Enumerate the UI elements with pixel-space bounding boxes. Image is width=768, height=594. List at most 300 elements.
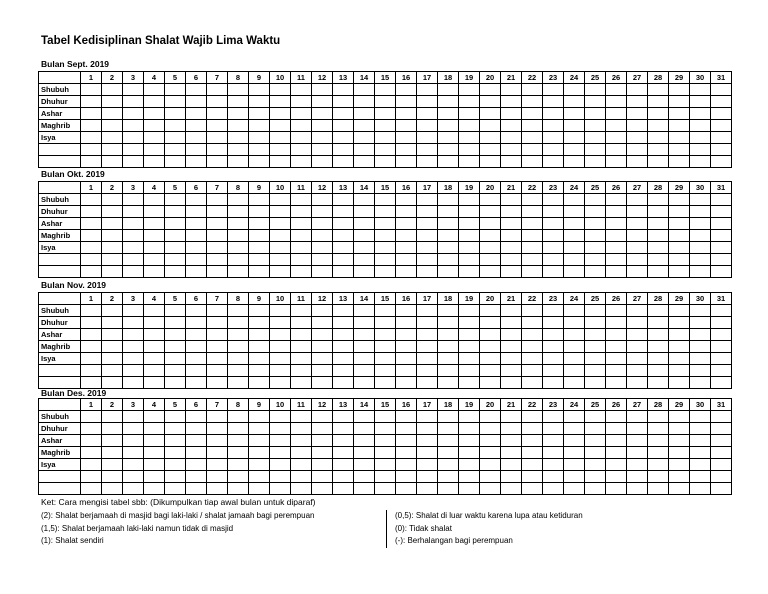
entry-cell[interactable] [459, 108, 480, 120]
entry-cell[interactable] [606, 447, 627, 459]
entry-cell[interactable] [627, 132, 648, 144]
entry-cell[interactable] [312, 132, 333, 144]
entry-cell[interactable] [375, 329, 396, 341]
entry-cell[interactable] [606, 329, 627, 341]
entry-cell[interactable] [207, 242, 228, 254]
entry-cell[interactable] [144, 447, 165, 459]
entry-cell[interactable] [501, 329, 522, 341]
entry-cell[interactable] [648, 411, 669, 423]
entry-cell[interactable] [102, 266, 123, 278]
entry-cell[interactable] [354, 230, 375, 242]
entry-cell[interactable] [606, 84, 627, 96]
entry-cell[interactable] [333, 206, 354, 218]
entry-cell[interactable] [270, 242, 291, 254]
entry-cell[interactable] [207, 459, 228, 471]
entry-cell[interactable] [102, 435, 123, 447]
entry-cell[interactable] [438, 96, 459, 108]
entry-cell[interactable] [144, 266, 165, 278]
entry-cell[interactable] [291, 423, 312, 435]
entry-cell[interactable] [543, 108, 564, 120]
entry-cell[interactable] [333, 242, 354, 254]
entry-cell[interactable] [606, 218, 627, 230]
entry-cell[interactable] [249, 132, 270, 144]
entry-cell[interactable] [585, 305, 606, 317]
entry-cell[interactable] [396, 120, 417, 132]
entry-cell[interactable] [417, 341, 438, 353]
entry-cell[interactable] [417, 132, 438, 144]
entry-cell[interactable] [270, 365, 291, 377]
entry-cell[interactable] [123, 341, 144, 353]
entry-cell[interactable] [228, 266, 249, 278]
entry-cell[interactable] [396, 96, 417, 108]
entry-cell[interactable] [564, 144, 585, 156]
entry-cell[interactable] [396, 353, 417, 365]
entry-cell[interactable] [417, 242, 438, 254]
entry-cell[interactable] [564, 132, 585, 144]
entry-cell[interactable] [396, 218, 417, 230]
entry-cell[interactable] [228, 471, 249, 483]
entry-cell[interactable] [711, 84, 732, 96]
entry-cell[interactable] [186, 218, 207, 230]
entry-cell[interactable] [312, 305, 333, 317]
entry-cell[interactable] [333, 144, 354, 156]
entry-cell[interactable] [228, 341, 249, 353]
entry-cell[interactable] [585, 483, 606, 495]
entry-cell[interactable] [711, 120, 732, 132]
entry-cell[interactable] [249, 329, 270, 341]
entry-cell[interactable] [312, 254, 333, 266]
entry-cell[interactable] [711, 435, 732, 447]
entry-cell[interactable] [102, 471, 123, 483]
entry-cell[interactable] [291, 132, 312, 144]
entry-cell[interactable] [123, 471, 144, 483]
entry-cell[interactable] [522, 96, 543, 108]
entry-cell[interactable] [186, 194, 207, 206]
entry-cell[interactable] [144, 156, 165, 168]
entry-cell[interactable] [375, 144, 396, 156]
entry-cell[interactable] [459, 120, 480, 132]
entry-cell[interactable] [270, 459, 291, 471]
entry-cell[interactable] [438, 365, 459, 377]
entry-cell[interactable] [543, 435, 564, 447]
entry-cell[interactable] [228, 242, 249, 254]
entry-cell[interactable] [627, 96, 648, 108]
entry-cell[interactable] [480, 156, 501, 168]
entry-cell[interactable] [480, 317, 501, 329]
entry-cell[interactable] [102, 132, 123, 144]
entry-cell[interactable] [186, 459, 207, 471]
entry-cell[interactable] [270, 84, 291, 96]
entry-cell[interactable] [186, 447, 207, 459]
entry-cell[interactable] [648, 230, 669, 242]
entry-cell[interactable] [186, 305, 207, 317]
entry-cell[interactable] [102, 317, 123, 329]
entry-cell[interactable] [459, 194, 480, 206]
entry-cell[interactable] [459, 459, 480, 471]
entry-cell[interactable] [480, 459, 501, 471]
entry-cell[interactable] [459, 218, 480, 230]
entry-cell[interactable] [333, 447, 354, 459]
entry-cell[interactable] [480, 329, 501, 341]
entry-cell[interactable] [102, 144, 123, 156]
entry-cell[interactable] [312, 108, 333, 120]
entry-cell[interactable] [354, 471, 375, 483]
entry-cell[interactable] [669, 144, 690, 156]
entry-cell[interactable] [606, 305, 627, 317]
entry-cell[interactable] [585, 435, 606, 447]
entry-cell[interactable] [354, 317, 375, 329]
entry-cell[interactable] [459, 341, 480, 353]
entry-cell[interactable] [207, 218, 228, 230]
entry-cell[interactable] [291, 447, 312, 459]
entry-cell[interactable] [81, 254, 102, 266]
entry-cell[interactable] [417, 156, 438, 168]
entry-cell[interactable] [228, 305, 249, 317]
entry-cell[interactable] [417, 96, 438, 108]
entry-cell[interactable] [354, 156, 375, 168]
entry-cell[interactable] [144, 305, 165, 317]
entry-cell[interactable] [564, 483, 585, 495]
entry-cell[interactable] [144, 341, 165, 353]
entry-cell[interactable] [102, 84, 123, 96]
entry-cell[interactable] [564, 96, 585, 108]
entry-cell[interactable] [81, 96, 102, 108]
entry-cell[interactable] [291, 305, 312, 317]
entry-cell[interactable] [480, 230, 501, 242]
entry-cell[interactable] [480, 254, 501, 266]
entry-cell[interactable] [375, 156, 396, 168]
entry-cell[interactable] [522, 459, 543, 471]
entry-cell[interactable] [648, 377, 669, 389]
entry-cell[interactable] [291, 365, 312, 377]
entry-cell[interactable] [585, 329, 606, 341]
entry-cell[interactable] [354, 341, 375, 353]
entry-cell[interactable] [501, 483, 522, 495]
entry-cell[interactable] [459, 305, 480, 317]
entry-cell[interactable] [648, 329, 669, 341]
entry-cell[interactable] [291, 353, 312, 365]
entry-cell[interactable] [522, 377, 543, 389]
entry-cell[interactable] [459, 483, 480, 495]
entry-cell[interactable] [123, 120, 144, 132]
entry-cell[interactable] [543, 423, 564, 435]
entry-cell[interactable] [123, 459, 144, 471]
entry-cell[interactable] [186, 206, 207, 218]
entry-cell[interactable] [627, 483, 648, 495]
entry-cell[interactable] [543, 266, 564, 278]
entry-cell[interactable] [249, 341, 270, 353]
entry-cell[interactable] [396, 411, 417, 423]
entry-cell[interactable] [165, 156, 186, 168]
entry-cell[interactable] [396, 341, 417, 353]
entry-cell[interactable] [375, 266, 396, 278]
entry-cell[interactable] [333, 266, 354, 278]
entry-cell[interactable] [228, 459, 249, 471]
entry-cell[interactable] [123, 194, 144, 206]
entry-cell[interactable] [480, 96, 501, 108]
entry-cell[interactable] [711, 341, 732, 353]
entry-cell[interactable] [480, 120, 501, 132]
entry-cell[interactable] [375, 423, 396, 435]
entry-cell[interactable] [417, 317, 438, 329]
entry-cell[interactable] [648, 483, 669, 495]
entry-cell[interactable] [333, 84, 354, 96]
entry-cell[interactable] [249, 305, 270, 317]
entry-cell[interactable] [690, 423, 711, 435]
entry-cell[interactable] [417, 230, 438, 242]
entry-cell[interactable] [81, 483, 102, 495]
entry-cell[interactable] [417, 377, 438, 389]
entry-cell[interactable] [165, 206, 186, 218]
entry-cell[interactable] [165, 317, 186, 329]
entry-cell[interactable] [375, 459, 396, 471]
entry-cell[interactable] [249, 353, 270, 365]
entry-cell[interactable] [501, 206, 522, 218]
entry-cell[interactable] [396, 423, 417, 435]
entry-cell[interactable] [396, 194, 417, 206]
entry-cell[interactable] [564, 435, 585, 447]
entry-cell[interactable] [228, 218, 249, 230]
entry-cell[interactable] [270, 447, 291, 459]
entry-cell[interactable] [207, 365, 228, 377]
entry-cell[interactable] [228, 329, 249, 341]
entry-cell[interactable] [585, 156, 606, 168]
entry-cell[interactable] [102, 423, 123, 435]
entry-cell[interactable] [459, 377, 480, 389]
entry-cell[interactable] [501, 156, 522, 168]
entry-cell[interactable] [207, 353, 228, 365]
entry-cell[interactable] [564, 230, 585, 242]
entry-cell[interactable] [312, 329, 333, 341]
entry-cell[interactable] [81, 84, 102, 96]
entry-cell[interactable] [165, 230, 186, 242]
entry-cell[interactable] [501, 120, 522, 132]
entry-cell[interactable] [606, 266, 627, 278]
entry-cell[interactable] [606, 194, 627, 206]
entry-cell[interactable] [123, 423, 144, 435]
entry-cell[interactable] [291, 120, 312, 132]
entry-cell[interactable] [312, 242, 333, 254]
entry-cell[interactable] [438, 194, 459, 206]
entry-cell[interactable] [648, 317, 669, 329]
entry-cell[interactable] [270, 96, 291, 108]
entry-cell[interactable] [459, 132, 480, 144]
entry-cell[interactable] [627, 144, 648, 156]
entry-cell[interactable] [690, 84, 711, 96]
entry-cell[interactable] [354, 132, 375, 144]
entry-cell[interactable] [144, 353, 165, 365]
entry-cell[interactable] [543, 132, 564, 144]
entry-cell[interactable] [312, 96, 333, 108]
entry-cell[interactable] [417, 423, 438, 435]
entry-cell[interactable] [690, 411, 711, 423]
entry-cell[interactable] [690, 305, 711, 317]
entry-cell[interactable] [144, 206, 165, 218]
entry-cell[interactable] [186, 435, 207, 447]
entry-cell[interactable] [459, 96, 480, 108]
entry-cell[interactable] [333, 317, 354, 329]
entry-cell[interactable] [333, 483, 354, 495]
entry-cell[interactable] [165, 194, 186, 206]
entry-cell[interactable] [690, 242, 711, 254]
entry-cell[interactable] [81, 108, 102, 120]
entry-cell[interactable] [459, 242, 480, 254]
entry-cell[interactable] [690, 483, 711, 495]
entry-cell[interactable] [186, 329, 207, 341]
entry-cell[interactable] [669, 329, 690, 341]
entry-cell[interactable] [690, 365, 711, 377]
entry-cell[interactable] [375, 230, 396, 242]
entry-cell[interactable] [102, 194, 123, 206]
entry-cell[interactable] [480, 411, 501, 423]
entry-cell[interactable] [396, 447, 417, 459]
entry-cell[interactable] [249, 206, 270, 218]
entry-cell[interactable] [249, 120, 270, 132]
entry-cell[interactable] [396, 377, 417, 389]
entry-cell[interactable] [543, 156, 564, 168]
entry-cell[interactable] [123, 242, 144, 254]
entry-cell[interactable] [627, 459, 648, 471]
entry-cell[interactable] [711, 423, 732, 435]
entry-cell[interactable] [228, 365, 249, 377]
entry-cell[interactable] [522, 254, 543, 266]
entry-cell[interactable] [228, 317, 249, 329]
entry-cell[interactable] [564, 411, 585, 423]
entry-cell[interactable] [81, 447, 102, 459]
entry-cell[interactable] [543, 329, 564, 341]
entry-cell[interactable] [438, 483, 459, 495]
entry-cell[interactable] [585, 84, 606, 96]
entry-cell[interactable] [333, 411, 354, 423]
entry-cell[interactable] [270, 483, 291, 495]
entry-cell[interactable] [396, 459, 417, 471]
entry-cell[interactable] [711, 329, 732, 341]
entry-cell[interactable] [438, 108, 459, 120]
entry-cell[interactable] [501, 144, 522, 156]
entry-cell[interactable] [522, 156, 543, 168]
entry-cell[interactable] [186, 108, 207, 120]
entry-cell[interactable] [396, 305, 417, 317]
entry-cell[interactable] [81, 305, 102, 317]
entry-cell[interactable] [144, 84, 165, 96]
entry-cell[interactable] [669, 353, 690, 365]
entry-cell[interactable] [396, 206, 417, 218]
entry-cell[interactable] [438, 423, 459, 435]
entry-cell[interactable] [522, 132, 543, 144]
entry-cell[interactable] [270, 329, 291, 341]
entry-cell[interactable] [648, 423, 669, 435]
entry-cell[interactable] [543, 84, 564, 96]
entry-cell[interactable] [711, 156, 732, 168]
entry-cell[interactable] [438, 254, 459, 266]
entry-cell[interactable] [291, 84, 312, 96]
entry-cell[interactable] [438, 411, 459, 423]
entry-cell[interactable] [396, 317, 417, 329]
entry-cell[interactable] [207, 411, 228, 423]
entry-cell[interactable] [417, 483, 438, 495]
entry-cell[interactable] [102, 218, 123, 230]
entry-cell[interactable] [564, 218, 585, 230]
entry-cell[interactable] [669, 242, 690, 254]
entry-cell[interactable] [417, 194, 438, 206]
entry-cell[interactable] [81, 317, 102, 329]
entry-cell[interactable] [186, 411, 207, 423]
entry-cell[interactable] [564, 266, 585, 278]
entry-cell[interactable] [81, 194, 102, 206]
entry-cell[interactable] [627, 317, 648, 329]
entry-cell[interactable] [228, 194, 249, 206]
entry-cell[interactable] [186, 120, 207, 132]
entry-cell[interactable] [312, 459, 333, 471]
entry-cell[interactable] [270, 353, 291, 365]
entry-cell[interactable] [186, 317, 207, 329]
entry-cell[interactable] [396, 84, 417, 96]
entry-cell[interactable] [375, 411, 396, 423]
entry-cell[interactable] [270, 341, 291, 353]
entry-cell[interactable] [459, 329, 480, 341]
entry-cell[interactable] [81, 144, 102, 156]
entry-cell[interactable] [207, 317, 228, 329]
entry-cell[interactable] [501, 411, 522, 423]
entry-cell[interactable] [165, 353, 186, 365]
entry-cell[interactable] [375, 218, 396, 230]
entry-cell[interactable] [438, 266, 459, 278]
entry-cell[interactable] [606, 156, 627, 168]
entry-cell[interactable] [207, 132, 228, 144]
entry-cell[interactable] [480, 84, 501, 96]
entry-cell[interactable] [228, 377, 249, 389]
entry-cell[interactable] [627, 266, 648, 278]
entry-cell[interactable] [690, 254, 711, 266]
entry-cell[interactable] [102, 120, 123, 132]
entry-cell[interactable] [417, 108, 438, 120]
entry-cell[interactable] [123, 218, 144, 230]
entry-cell[interactable] [690, 317, 711, 329]
entry-cell[interactable] [396, 156, 417, 168]
entry-cell[interactable] [375, 353, 396, 365]
entry-cell[interactable] [207, 329, 228, 341]
entry-cell[interactable] [354, 242, 375, 254]
entry-cell[interactable] [543, 365, 564, 377]
entry-cell[interactable] [312, 377, 333, 389]
entry-cell[interactable] [291, 341, 312, 353]
entry-cell[interactable] [291, 156, 312, 168]
entry-cell[interactable] [438, 120, 459, 132]
entry-cell[interactable] [627, 435, 648, 447]
entry-cell[interactable] [396, 132, 417, 144]
entry-cell[interactable] [81, 471, 102, 483]
entry-cell[interactable] [543, 471, 564, 483]
entry-cell[interactable] [648, 144, 669, 156]
entry-cell[interactable] [690, 471, 711, 483]
entry-cell[interactable] [123, 266, 144, 278]
entry-cell[interactable] [564, 206, 585, 218]
entry-cell[interactable] [165, 84, 186, 96]
entry-cell[interactable] [123, 377, 144, 389]
entry-cell[interactable] [648, 156, 669, 168]
entry-cell[interactable] [627, 156, 648, 168]
entry-cell[interactable] [165, 108, 186, 120]
entry-cell[interactable] [543, 120, 564, 132]
entry-cell[interactable] [564, 242, 585, 254]
entry-cell[interactable] [564, 194, 585, 206]
entry-cell[interactable] [186, 144, 207, 156]
entry-cell[interactable] [375, 206, 396, 218]
entry-cell[interactable] [648, 447, 669, 459]
entry-cell[interactable] [81, 423, 102, 435]
entry-cell[interactable] [648, 218, 669, 230]
entry-cell[interactable] [543, 447, 564, 459]
